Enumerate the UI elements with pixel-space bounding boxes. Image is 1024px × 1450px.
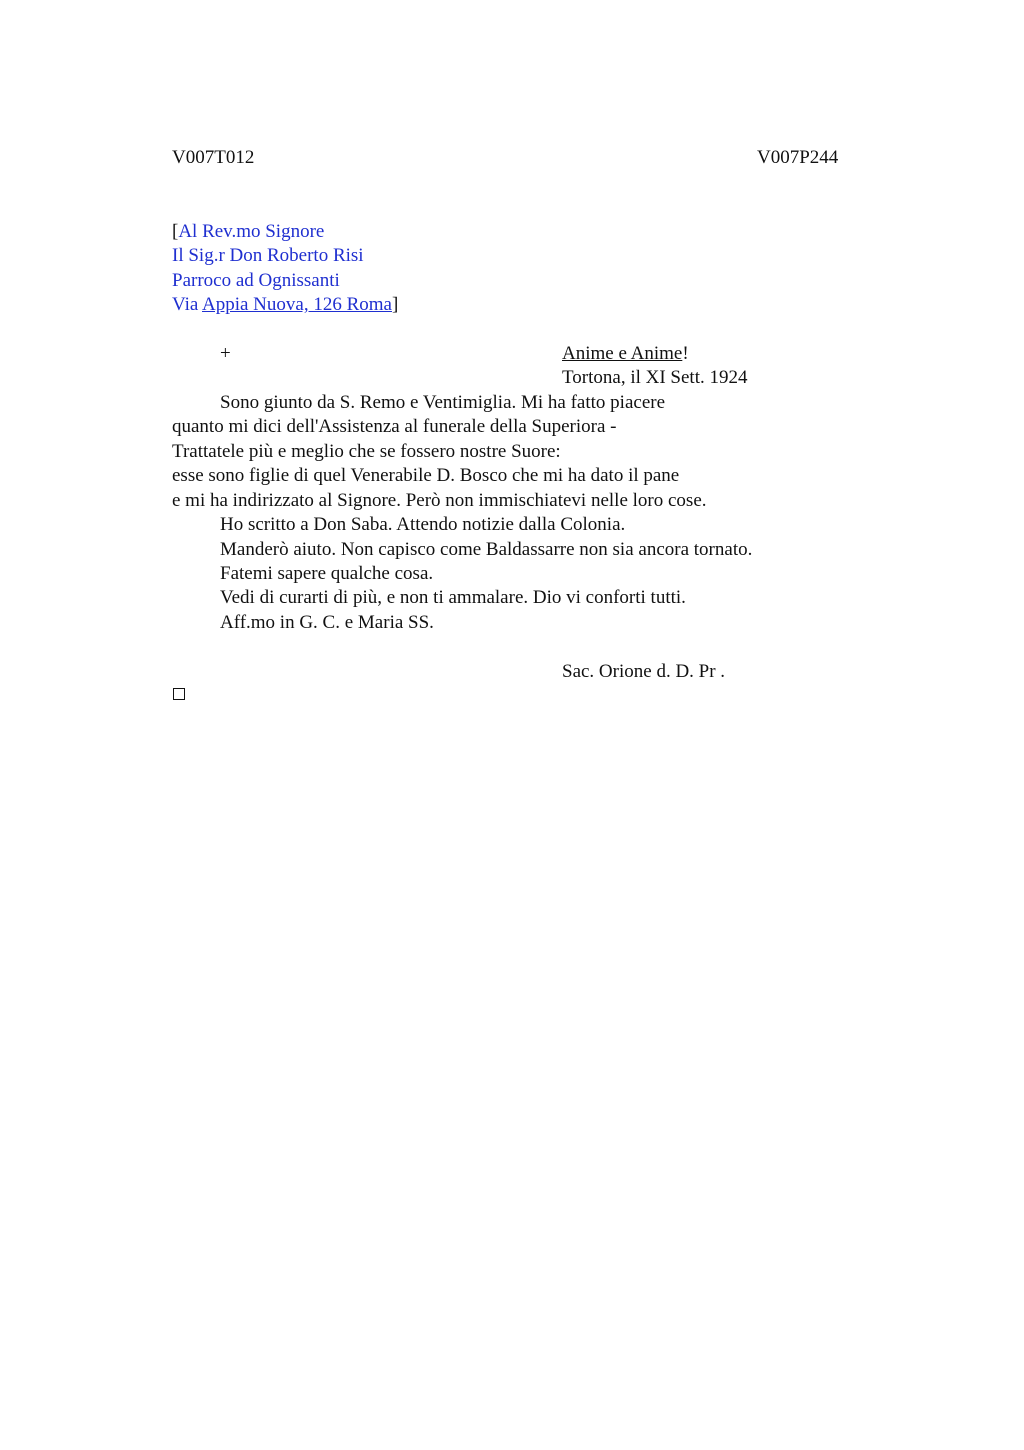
address-street-link[interactable]: Appia Nuova, 126 Roma xyxy=(202,294,392,315)
document-code-right: V007P244 xyxy=(757,147,839,168)
address-line-4 xyxy=(172,293,398,317)
document-code-left: V007T012 xyxy=(172,147,255,168)
address-line-1 xyxy=(172,220,324,244)
signature: Sac. Orione d. D. Pr . xyxy=(562,661,726,682)
address-line-2: Il Sig.r Don Roberto Risi xyxy=(172,245,364,266)
motto-text: Anime e Anime xyxy=(562,343,683,364)
open-bracket: [ xyxy=(172,221,179,242)
address-street-prefix: Via xyxy=(172,294,202,315)
cross-symbol: + xyxy=(220,343,231,364)
address-line-3: Parroco ad Ognissanti xyxy=(172,270,340,291)
place-date: Tortona, il XI Sett. 1924 xyxy=(562,367,748,388)
close-bracket: ] xyxy=(391,294,399,315)
body-line: e mi ha indirizzato al Signore. Però non immischiatevi nelle loro cose. xyxy=(172,490,707,511)
body-line: quanto mi dici dell'Assistenza al funerale della Superiora - xyxy=(172,416,617,437)
body-line: Fatemi sapere qualche cosa. xyxy=(220,563,434,584)
square-marker-icon xyxy=(173,688,185,700)
body-line: Aff.mo in G. C. e Maria SS. xyxy=(220,612,434,633)
body-line: esse sono figlie di quel Venerabile D. Bosco che mi ha dato il pane xyxy=(172,465,680,486)
address-recipient-title: Al Rev.mo Signore xyxy=(178,221,325,242)
motto xyxy=(562,342,689,366)
body-line: Ho scritto a Don Saba. Attendo notizie dalla Colonia. xyxy=(220,514,626,535)
body-line: Sono giunto da S. Remo e Ventimiglia. Mi ha fatto piacere xyxy=(220,392,666,413)
body-line: Trattatele più e meglio che se fossero nostre Suore: xyxy=(172,441,561,462)
motto-exclamation: ! xyxy=(682,343,689,364)
body-line: Vedi di curarti di più, e non ti ammalare. Dio vi conforti tutti. xyxy=(220,587,686,608)
body-line: Manderò aiuto. Non capisco come Baldassarre non sia ancora tornato. xyxy=(220,539,753,560)
